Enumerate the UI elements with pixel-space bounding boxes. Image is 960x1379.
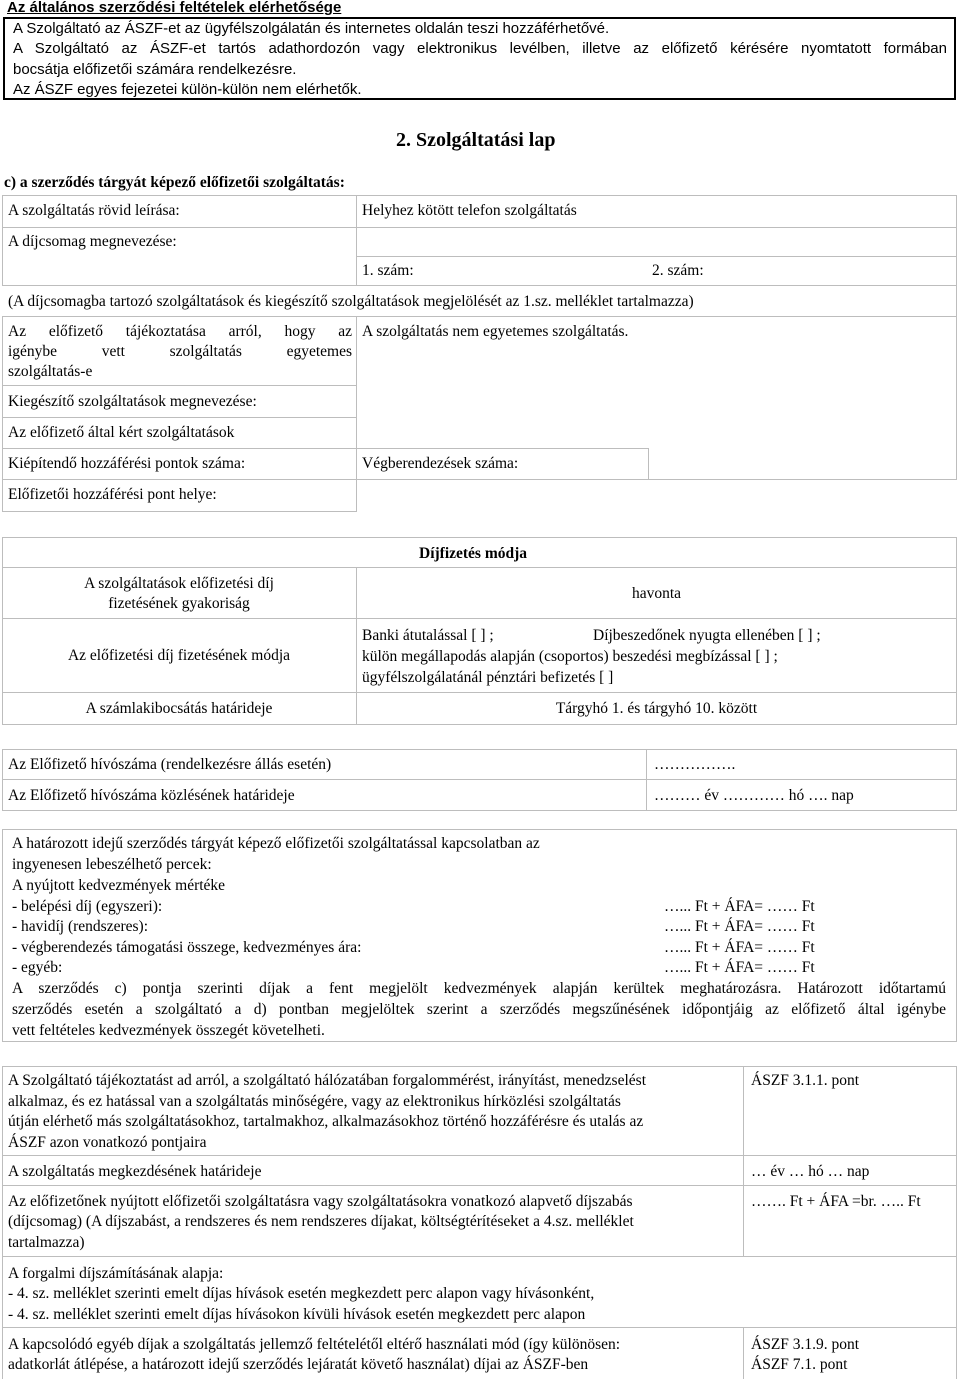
discount-entry-fee-value: …... Ft + ÁFA= …… Ft: [664, 898, 815, 915]
method-bank-transfer: Banki átutalással [ ] ;: [362, 627, 494, 644]
invoice-value: Tárgyhó 1. és tárgyhó 10. között: [555, 700, 758, 717]
discount-other-value: …... Ft + ÁFA= …… Ft: [664, 959, 815, 976]
fixed-term-line-2: ingyenesen lebeszélhető percek:: [12, 856, 212, 873]
access-points-label: Kiépítendő hozzáférési pontok száma:: [8, 455, 246, 472]
package-note: (A díjcsomagba tartozó szolgáltatások és kiegészítő szolgáltatások megjelölését az 1.sz. melléklet tartalmazza): [8, 293, 694, 310]
payment-header: Díjfizetés módja: [419, 545, 528, 562]
aszf-line-1: A Szolgáltató az ÁSZF-et az ügyfélszolgálatán és internetes oldalán teszi hozzáférhetővé.: [13, 20, 610, 37]
info-traffic-line-4: ÁSZF azon vonatkozó pontjaira: [8, 1134, 207, 1151]
discount-other-label: - egyéb:: [12, 959, 63, 976]
method-direct-debit: külön megállapodás alapján (csoportos) beszedési megbízással [ ] ;: [362, 648, 778, 665]
info-traffic-line-2: alkalmaz, és ez hatással van a szolgáltatás minőségére, vagy az elektronikus hírközlési szolgáltatás: [8, 1093, 621, 1110]
aszf-line-2a: A Szolgáltató az ÁSZF-et tartós adathordozón vagy elektronikus levélben, illetve az előfizető kérésére nyomtatott formában: [13, 40, 947, 57]
fixed-term-paragraph-line-3: vett feltételes kedvezmények összegét követelheti.: [12, 1022, 325, 1039]
other-fees-reference-2: ÁSZF 7.1. pont: [751, 1356, 848, 1373]
caller-number-label: Az Előfizető hívószáma (rendelkezésre állás esetén): [8, 756, 332, 773]
package-label: A díjcsomag megnevezése:: [8, 233, 177, 250]
traffic-fee-basis-line-1: A forgalmi díjszámításának alapja:: [8, 1265, 224, 1282]
access-location-label: Előfizetői hozzáférési pont helye:: [8, 486, 217, 503]
method-label: Az előfizetési díj fizetésének módja: [67, 647, 291, 664]
info-traffic-reference: ÁSZF 3.1.1. pont: [751, 1072, 860, 1089]
start-deadline-label: A szolgáltatás megkezdésének határideje: [8, 1163, 262, 1180]
section-title: 2. Szolgáltatási lap: [396, 129, 556, 151]
frequency-value: havonta: [631, 585, 682, 602]
caller-number-value: …………….: [654, 756, 736, 773]
method-cash-desk: ügyfélszolgálatánál pénztári befizetés [ ]: [362, 669, 614, 686]
aszf-line-2b: bocsátja előfizetői számára rendelkezésre.: [13, 61, 297, 78]
info-traffic-line-3: útján elérhető más szolgáltatásokhoz, tartalmakhoz, alkalmazásokhoz történő hozzáférésre és utalás az: [8, 1113, 644, 1130]
discount-entry-fee-label: - belépési díj (egyszeri):: [12, 898, 163, 915]
supplementary-label: Kiegészítő szolgáltatások megnevezése:: [8, 393, 257, 410]
terminals-label: Végberendezések száma:: [362, 455, 519, 472]
universal-label-line-3: szolgáltatás-e: [8, 363, 93, 380]
frequency-label-line-2: fizetésének gyakoriság: [108, 595, 250, 612]
basic-tariff-value: ……. Ft + ÁFA =br. ….. Ft: [751, 1193, 921, 1210]
discount-monthly-fee-value: …... Ft + ÁFA= …… Ft: [664, 918, 815, 935]
frequency-label-line-1: A szolgáltatások előfizetési díj: [84, 575, 274, 592]
info-traffic-line-1: A Szolgáltató tájékoztatást ad arról, a szolgáltató hálózatában forgalommérést, irányítást, menedzselést: [8, 1072, 646, 1089]
start-deadline-value: … év … hó … nap: [751, 1163, 870, 1180]
service-heading: c) a szerződés tárgyát képező előfizetői szolgáltatás:: [4, 174, 345, 191]
other-fees-reference-1: ÁSZF 3.1.9. pont: [751, 1336, 860, 1353]
fixed-term-paragraph-line-2: szerződés esetén a szolgáltató a d) pontban megjelöltek szerint a szerződés megszűnésének időpontjáig az előfizető által igénybe: [12, 1001, 946, 1018]
fixed-term-line-1: A határozott idejű szerződés tárgyát képező előfizetői szolgáltatással kapcsolatban az: [12, 835, 540, 852]
universal-label-line-1: Az előfizető tájékoztatása arról, hogy az: [8, 323, 352, 340]
caller-deadline-label: Az Előfizető hívószáma közlésének határideje: [8, 787, 295, 804]
traffic-fee-basis-line-2: - 4. sz. melléklet szerinti emelt díjas hívások esetén megkezdett perc alapon vagy hívásonként,: [8, 1285, 595, 1302]
package-number-1: 1. szám:: [362, 262, 414, 279]
universal-label-line-2: igénybe vett szolgáltatás egyetemes: [8, 343, 352, 360]
universal-value: A szolgáltatás nem egyetemes szolgáltatás.: [362, 323, 629, 340]
invoice-label: A számlakibocsátás határideje: [85, 700, 273, 717]
caller-deadline-value: ……… év ………… hó …. nap: [654, 787, 854, 804]
short-desc-label: A szolgáltatás rövid leírása:: [8, 202, 180, 219]
discount-terminal-label: - végberendezés támogatási összege, kedvezményes ára:: [12, 939, 362, 956]
fixed-term-paragraph-line-1: A szerződés c) pontja szerinti díjak a fent megjelölt kedvezmények alapján kerültek meghatározásra. Határozott időtartamú: [12, 980, 946, 997]
basic-tariff-line-1: Az előfizetőnek nyújtott előfizetői szolgáltatásra vagy szolgáltatásokra vonatkozó alapvető díjszabás: [8, 1193, 633, 1210]
basic-tariff-line-2: (díjcsomag) (A díjszabást, a rendszeres és nem rendszeres díjakat, költségtérítéseket a 4.sz. melléklet: [8, 1213, 634, 1230]
fixed-term-line-3: A nyújtott kedvezmények mértéke: [12, 877, 226, 894]
discount-monthly-fee-label: - havidíj (rendszeres):: [12, 918, 148, 935]
short-desc-value: Helyhez kötött telefon szolgáltatás: [362, 202, 577, 219]
traffic-fee-basis-line-3: - 4. sz. melléklet szerinti emelt díjas hívásokon kívüli hívások esetén megkezdett perc alapon: [8, 1306, 586, 1323]
aszf-line-3: Az ÁSZF egyes fejezetei külön-külön nem elérhetők.: [13, 81, 362, 98]
discount-terminal-value: …... Ft + ÁFA= …… Ft: [664, 939, 815, 956]
basic-tariff-line-3: tartalmazza): [8, 1234, 85, 1251]
other-fees-line-2: adatkorlát átlépése, a határozott idejű szerződés lejáratát követő használat) díjai az ÁSZF-ben: [8, 1356, 589, 1373]
package-number-2: 2. szám:: [652, 262, 704, 279]
method-collector: Díjbeszedőnek nyugta ellenében [ ] ;: [593, 627, 821, 644]
aszf-title: Az általános szerződési feltételek elérhetősége: [7, 0, 342, 16]
other-fees-line-1: A kapcsolódó egyéb díjak a szolgáltatás jellemző feltételétől eltérő használati mód (így különösen:: [8, 1336, 621, 1353]
requested-label: Az előfizető által kért szolgáltatások: [8, 424, 235, 441]
